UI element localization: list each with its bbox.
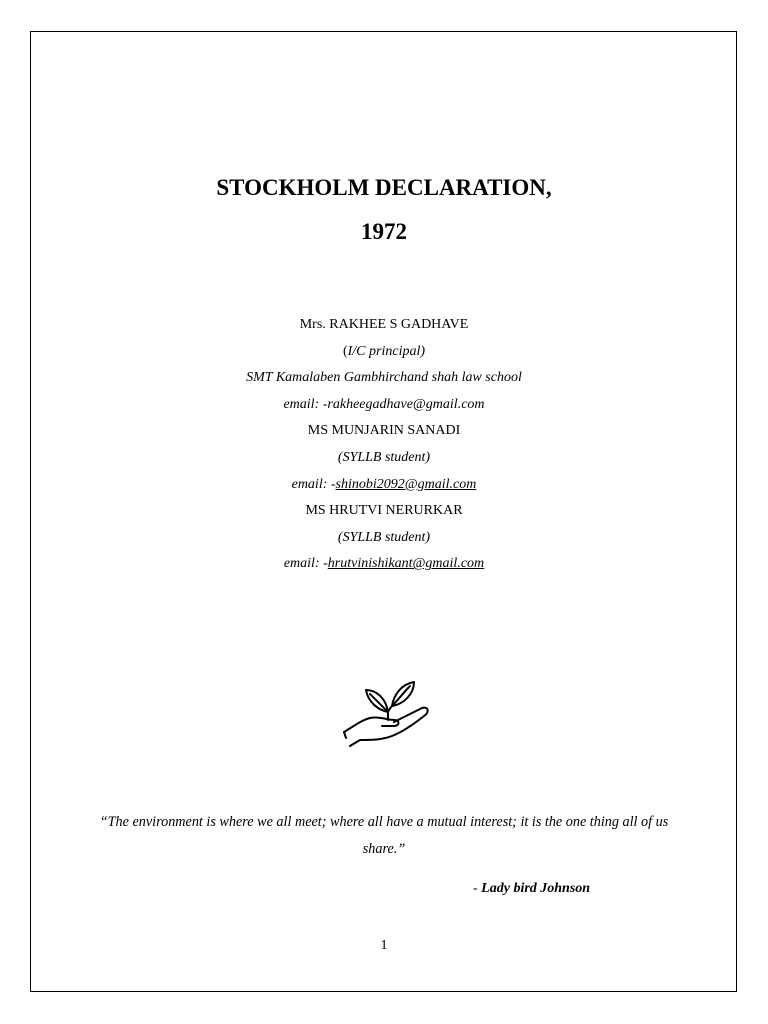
quote-attribution [473,879,590,899]
hand-holding-plant-icon [336,676,432,752]
author-email-link[interactable]: hrutvinishikant@gmail.com [327,556,485,572]
author-role [0,343,768,370]
role-close-paren: ) [425,449,431,465]
author-institution: SMT Kamalaben Gambhirchand shah law school [246,370,522,386]
author-role [0,529,768,556]
author-block [0,316,768,582]
author-name: MS MUNJARIN SANADI [307,423,461,439]
document-title: STOCKHOLM DECLARATION, [216,175,552,200]
email-prefix: email: - [291,476,336,492]
author-email-line [0,555,768,582]
author-name: Mrs. RAKHEE S GADHAVE [299,317,469,332]
attribution-dash: - [473,881,482,896]
author-email-line [0,396,768,423]
author-name: MS HRUTVI NERURKAR [305,503,463,519]
author-email-line [0,476,768,503]
role-text: SYLLB student [342,529,426,545]
role-text: SYLLB student [342,449,426,465]
attribution-name: Lady bird Johnson [481,881,591,896]
role-open-paren: ( [337,529,343,545]
role-close-paren: ) [420,343,426,359]
role-text: I/C principal [347,343,421,359]
document-title-year: 1972 [361,219,407,244]
email-prefix: email: - [283,556,328,572]
quote-text: “The environment is where we all meet; where all have a mutual interest; it is the one thing all of us share.” [99,814,669,857]
email-prefix: email: - [283,396,328,412]
author-email-link[interactable]: shinobi2092@gmail.com [335,476,477,492]
page-number: 1 [380,938,388,953]
author-email: rakheegadhave@gmail.com [327,396,485,412]
role-close-paren: ) [425,529,431,545]
role-open-paren: ( [342,343,348,359]
author-role [0,449,768,476]
role-open-paren: ( [337,449,343,465]
